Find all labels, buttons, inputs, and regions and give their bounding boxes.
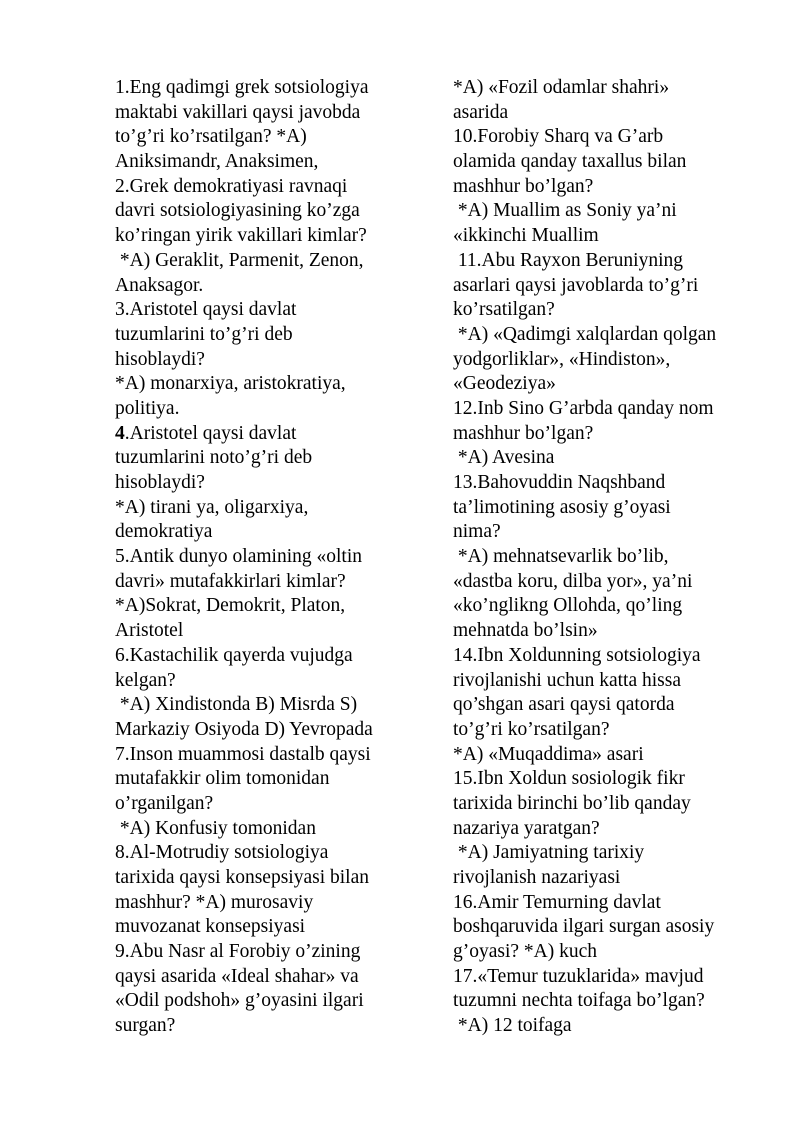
text-line: asarlari qaysi javoblarda to’g’ri [453, 274, 699, 296]
text-line: surgan? [115, 1015, 176, 1037]
text-line: olamida qanday taxallus bilan [453, 151, 687, 173]
question-text: .Aristotel qaysi davlat [124, 422, 297, 444]
text-line: *A)Sokrat, Demokrit, Platon, [115, 595, 346, 617]
text-line: 5.Antik dunyo olamining «oltin [115, 546, 362, 568]
text-line: 13.Bahovuddin Naqshband [453, 472, 666, 493]
text-line: demokratiya [115, 521, 213, 543]
text-line: «Odil podshoh» g’oyasini ilgari [115, 990, 364, 1012]
text-line: hisoblaydi? [115, 472, 205, 493]
text-line: nazariya yaratgan? [453, 817, 600, 839]
text-line: mehnatda bo’lsin» [453, 620, 598, 642]
text-line: «dastba koru, dilba yor», ya’ni [453, 570, 693, 592]
text-line: *A) «Muqaddima» asari [453, 743, 644, 765]
text-line: g’oyasi? *A) kuch [453, 941, 598, 963]
text-line: Markaziy Osiyoda D) Yevropada [115, 718, 373, 740]
text-line: asarida [453, 101, 509, 123]
text-line: 2.Grek demokratiyasi ravnaqi [115, 175, 348, 197]
text-line: tuzumni nechta toifaga bo’lgan? [453, 990, 705, 1012]
text-line: 1.Eng qadimgi grek sotsiologiya [115, 77, 369, 98]
text-line: tuzumlarini noto’g’ri deb [115, 447, 313, 469]
text-line: to’g’ri ko’rsatilgan? [453, 718, 610, 740]
text-line: hisoblaydi? [115, 348, 205, 370]
text-line: 3.Aristotel qaysi davlat [115, 299, 297, 321]
text-line: Aristotel [115, 620, 184, 642]
text-line: yodgorliklar», «Hindiston», [453, 348, 671, 370]
text-line: mutafakkir olim tomonidan [115, 768, 330, 790]
text-line: *A) Jamiyatning tarixiy [453, 842, 645, 864]
text-line: ta’limotining asosiy g’oyasi [453, 496, 671, 518]
question-number: 4 [115, 422, 125, 444]
text-line: muvozanat konsepsiyasi [115, 916, 306, 938]
text-line: mashhur bo’lgan? [453, 175, 594, 197]
text-line: rivojlanish nazariyasi [453, 867, 621, 888]
text-line: *A) tirani ya, oligarxiya, [115, 496, 309, 518]
text-line: *A) Avesina [453, 447, 555, 469]
text-line: davri» mutafakkirlari kimlar? [115, 570, 346, 592]
text-line: 14.Ibn Xoldunning sotsiologiya [453, 644, 701, 666]
text-line: 8.Al-Motrudiy sotsiologiya [115, 842, 329, 864]
text-line: *A) Xindistonda B) Misrda S) [115, 694, 358, 716]
text-line: *A) Muallim as Soniy ya’ni [453, 200, 677, 222]
text-line: 10.Forobiy Sharq va G’arb [453, 126, 664, 148]
text-line: boshqaruvida ilgari surgan asosiy [453, 916, 715, 938]
text-line: 15.Ibn Xoldun sosiologik fikr [453, 768, 685, 790]
text-line: ko’rsatilgan? [453, 299, 555, 321]
text-line: rivojlanishi uchun katta hissa [453, 669, 682, 691]
text-line: nima? [453, 521, 501, 543]
text-line: «ko’nglikng Ollohda, qo’ling [453, 595, 683, 617]
text-line: *A) mehnatsevarlik bo’lib, [453, 546, 669, 568]
text-line: davri sotsiologiyasining ko’zga [115, 200, 360, 222]
text-line: Anaksagor. [115, 274, 204, 296]
text-line: 9.Abu Nasr al Forobiy o’zining [115, 941, 361, 963]
text-line: *A) Konfusiy tomonidan [115, 817, 316, 839]
text-line: *A) 12 toifaga [453, 1015, 572, 1037]
text-line: 11.Abu Rayxon Beruniyning [453, 249, 684, 271]
text-line: 7.Inson muammosi dastalb qaysi [115, 743, 371, 765]
text-line: «ikkinchi Muallim [453, 225, 599, 247]
text-line: kelgan? [115, 669, 176, 691]
text-line: 17.«Temur tuzuklarida» mavjud [453, 965, 704, 987]
text-line: «Geodeziya» [453, 373, 556, 395]
text-line: to’g’ri ko’rsatilgan? *A) [115, 126, 307, 148]
text-line: *A) monarxiya, aristokratiya, [115, 373, 346, 395]
text-line [115, 422, 415, 447]
text-line: 12.Inb Sino G’arbda qanday nom [453, 397, 714, 419]
left-column [115, 76, 415, 1039]
text-line: mashhur? *A) murosaviy [115, 891, 314, 913]
text-line: *A) Geraklit, Parmenit, Zenon, [115, 249, 364, 271]
text-line: tarixida birinchi bo’lib qanday [453, 792, 691, 814]
text-line: *A) «Qadimgi xalqlardan qolgan [453, 323, 717, 345]
text-line: 6.Kastachilik qayerda vujudga [115, 644, 353, 666]
text-line: mashhur bo’lgan? [453, 422, 594, 444]
text-line: politiya. [115, 397, 180, 419]
text-line: ko’ringan yirik vakillari kimlar? [115, 225, 367, 247]
right-column [453, 76, 753, 1039]
text-line: maktabi vakillari qaysi javobda [115, 101, 361, 123]
text-line: *A) «Fozil odamlar shahri» [453, 77, 670, 98]
text-line: tuzumlarini to’g’ri deb [115, 323, 293, 345]
text-line: 16.Amir Temurning davlat [453, 891, 661, 913]
text-line: Aniksimandr, Anaksimen, [115, 151, 319, 173]
text-line: tarixida qaysi konsepsiyasi bilan [115, 867, 369, 888]
text-line: qo’shgan asari qaysi qatorda [453, 694, 675, 716]
text-line: qaysi asarida «Ideal shahar» va [115, 965, 359, 987]
text-line: o’rganilgan? [115, 792, 214, 814]
